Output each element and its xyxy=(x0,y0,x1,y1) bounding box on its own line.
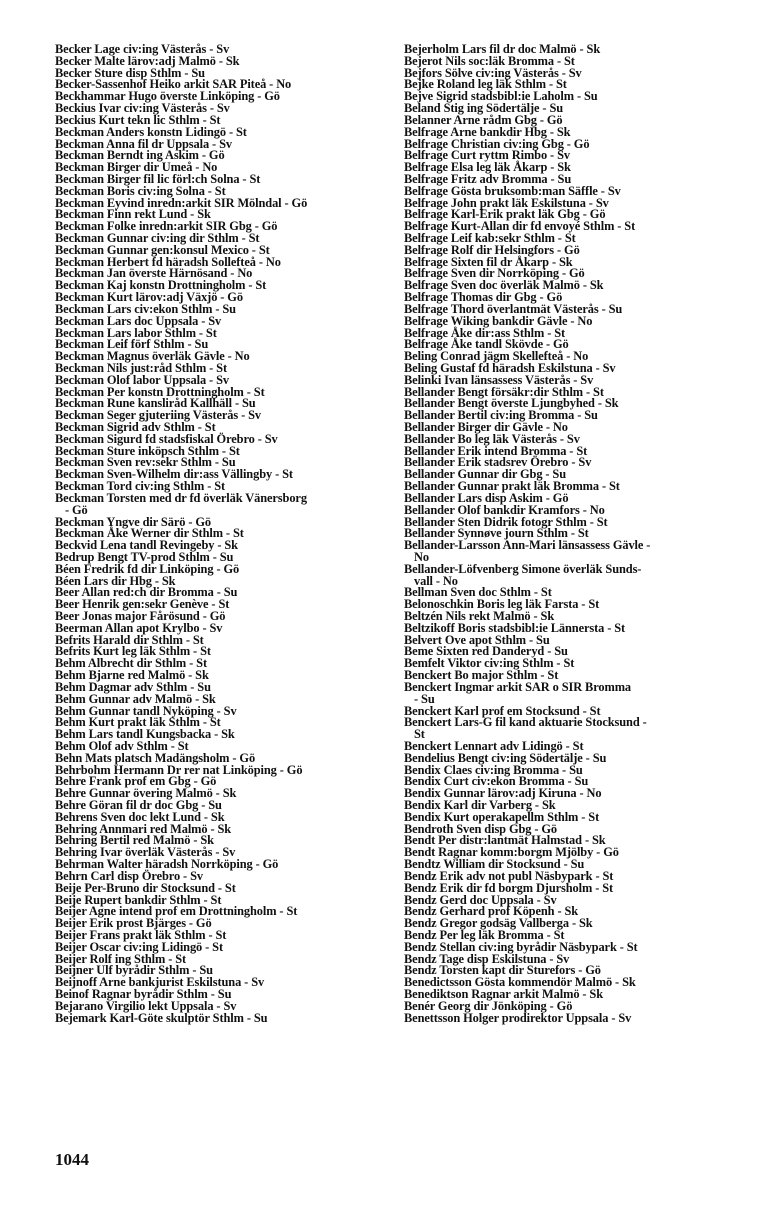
directory-entry: Bendz Gerhard prof Köpenh - Sk xyxy=(404,904,579,919)
directory-entry: Bellander Birger dir Gävle - No xyxy=(404,420,568,434)
directory-entry: Bellander Erik intend Bromma - St xyxy=(404,443,588,458)
directory-entry: Beckman Lars civ:ekon Sthlm - Su xyxy=(55,301,236,316)
directory-entry: Behring Annmari red Malmö - Sk xyxy=(55,821,232,836)
directory-entry: Behrn Carl disp Örebro - Sv xyxy=(55,868,203,883)
directory-entry: Bejfors Sölve civ:ing Västerås - Sv xyxy=(404,65,582,80)
directory-entry: Bemfelt Viktor civ:ing Sthlm - St xyxy=(404,656,575,671)
directory-entry: Beckman Åke Werner dir Sthlm - St xyxy=(55,526,244,541)
directory-entry: Beckman Sven rev:sekr Sthlm - Su xyxy=(55,455,236,470)
directory-entry: Beckman Rune kansliråd Kallhäll - Su xyxy=(55,396,256,411)
directory-entry: Bendz Tage disp Eskilstuna - Sv xyxy=(404,951,570,966)
directory-entry: Beckman Magnus överläk Gävle - No xyxy=(55,349,250,364)
directory-entry: Belfrage John prakt läk Eskilstuna - Sv xyxy=(404,195,609,210)
directory-entry: Behm Bjarne red Malmö - Sk xyxy=(55,668,209,683)
directory-entry: Bendix Claes civ:ing Bromma - Su xyxy=(404,762,583,777)
directory-entry: Beckman Sigrid adv Sthlm - St xyxy=(55,420,216,434)
directory-entry: Belvert Ove apot Sthlm - Su xyxy=(404,632,550,647)
directory-entry: Beijner Ulf byrådir Sthlm - Su xyxy=(55,963,213,978)
directory-entry: Bedrup Bengt TV-prod Sthlm - Su xyxy=(55,549,234,564)
directory-entry: Belfrage Sven dir Norrköping - Gö xyxy=(404,266,585,281)
directory-entry: Bendix Gunnar lärov:adj Kiruna - No xyxy=(404,786,602,801)
directory-entry: Bellander Erik stadsrev Örebro - Sv xyxy=(404,455,592,470)
page-number: 1044 xyxy=(55,1150,89,1169)
directory-entry: Beling Conrad jägm Skellefteå - No xyxy=(404,349,589,364)
directory-entry: Beckius Kurt tekn lic Sthlm - St xyxy=(55,112,221,127)
directory-entry: Beer Allan red:ch dir Bromma - Su xyxy=(55,585,238,600)
directory-entry: Belfrage Thomas dir Gbg - Gö xyxy=(404,290,563,305)
directory-entry: Bellander Synnøve journ Sthlm - St xyxy=(404,526,589,541)
directory-entry: Behrman Walter häradsh Norrköping - Gö xyxy=(55,857,279,872)
directory-entry: Beijer Agne intend prof em Drottningholm - St xyxy=(55,904,298,919)
directory-entry: Benckert Bo major Sthlm - St xyxy=(404,668,559,683)
directory-entry: Belinki Ivan länsassess Västerås - Sv xyxy=(404,372,594,387)
directory-entry: Behm Gunnar tandl Nyköping - Sv xyxy=(55,703,237,718)
right-column xyxy=(404,44,722,1024)
directory-entry: Bendt Per distr:lantmät Halmstad - Sk xyxy=(404,833,606,848)
directory-entry: Beije Rupert bankdir Sthlm - St xyxy=(55,892,222,907)
directory-entry: Bendroth Sven disp Gbg - Gö xyxy=(404,821,558,836)
directory-entry: Beckman Anders konstn Lidingö - St xyxy=(55,124,247,139)
directory-entry: Beckman Birger fil lic förl:ch Solna - St xyxy=(55,171,261,186)
directory-entry: Beckman Per konstn Drottningholm - St xyxy=(55,384,265,399)
directory-entry: Bendz Erik dir fd borgm Djursholm - St xyxy=(404,880,614,895)
directory-entry: Beijer Frans prakt läk Sthlm - St xyxy=(55,927,227,942)
directory-entry: Bendix Kurt operakapellm Sthlm - St xyxy=(404,809,600,824)
directory-entry: Behm Gunnar adv Malmö - Sk xyxy=(55,691,216,706)
directory-entry: Beltzén Nils rekt Malmö - Sk xyxy=(404,609,555,623)
directory-entry: Beckman Olof labor Uppsala - Sv xyxy=(55,372,229,387)
directory-entry: Bellander Bengt överste Ljungbyhed - Sk xyxy=(404,396,619,411)
directory-entry: Beckvid Lena tandl Revingeby - Sk xyxy=(55,538,238,553)
directory-entry: Beckman Eyvind inredn:arkit SIR Mölndal - Gö xyxy=(55,195,308,210)
directory-entry: Belfrage Fritz adv Bromma - Su xyxy=(404,171,572,186)
directory-entry: Belfrage Kurt-Allan dir fd envoyé Sthlm - St xyxy=(404,219,636,234)
directory-entry: Bendt Ragnar komm:borgm Mjölby - Gö xyxy=(404,845,619,860)
directory-entry: Bendz Stellan civ:ing byrådir Näsbypark - St xyxy=(404,939,638,954)
directory-entry: Becker Malte lärov:adj Malmö - Sk xyxy=(55,53,240,68)
directory-entry: Beckman Nils just:råd Sthlm - St xyxy=(55,360,227,375)
directory-entry: Belfrage Thord överlantmät Västerås - Su xyxy=(404,301,623,316)
directory-entry: Bellander Lars disp Askim - Gö xyxy=(404,490,569,505)
left-column xyxy=(55,44,385,1024)
directory-entry: Bendtz William dir Stocksund - Su xyxy=(404,857,585,872)
directory-entry: Behring Bertil red Malmö - Sk xyxy=(55,833,214,848)
directory-entry: Belonoschkin Boris leg läk Farsta - St xyxy=(404,597,600,612)
directory-entry: Behm Olof adv Sthlm - St xyxy=(55,738,189,753)
directory-entry: Belfrage Gösta bruksomb:man Säffle - Sv xyxy=(404,183,621,198)
directory-entry: Belfrage Arne bankdir Hbg - Sk xyxy=(404,124,571,139)
directory-entry: Bellander Sten Didrik fotogr Sthlm - St xyxy=(404,514,608,529)
directory-entry: Belfrage Sven doc överläk Malmö - Sk xyxy=(404,278,604,293)
directory-entry: Beckman Sture inköpsch Sthlm - St xyxy=(55,443,240,458)
directory-entry: Befrits Harald dir Sthlm - St xyxy=(55,632,204,647)
directory-entry: Beckman Boris civ:ing Solna - St xyxy=(55,183,226,198)
directory-entry: Bendix Karl dir Varberg - Sk xyxy=(404,798,556,812)
directory-entry: Belfrage Åke tandl Skövde - Gö xyxy=(404,337,569,352)
directory-entry: Befrits Kurt leg läk Sthlm - St xyxy=(55,644,211,659)
directory-entry: Benér Georg dir Jönköping - Gö xyxy=(404,998,573,1013)
directory-entry: Belfrage Rolf dir Helsingfors - Gö xyxy=(404,242,580,257)
directory-entry: Beijnoff Arne bankjurist Eskilstuna - Sv xyxy=(55,975,265,990)
directory-entry: Bellander Gunnar dir Gbg - Su xyxy=(404,467,567,482)
directory-entry: Bellander Olof bankdir Kramfors - No xyxy=(404,502,605,517)
directory-entry: Beckman Berndt ing Askim - Gö xyxy=(55,148,225,163)
directory-entry: Bellander Gunnar prakt läk Bromma - St xyxy=(404,479,620,494)
directory-entry: Belfrage Christian civ:ing Gbg - Gö xyxy=(404,136,590,151)
directory-entry: Beckman Jan överste Härnösand - No xyxy=(55,266,253,281)
directory-entry: Beland Stig ing Södertälje - Su xyxy=(404,101,564,116)
directory-entry: Beling Gustaf fd häradsh Eskilstuna - Sv xyxy=(404,360,616,375)
directory-entry: Bendz Erik adv not publ Näsbypark - St xyxy=(404,868,614,883)
directory-entry: Behre Gunnar övering Malmö - Sk xyxy=(55,786,237,801)
directory-entry: Beckman Anna fil dr Uppsala - Sv xyxy=(55,136,232,151)
directory-entry: Bendelius Bengt civ:ing Södertälje - Su xyxy=(404,750,607,765)
directory-entry: Benettsson Holger prodirektor Uppsala - Sv xyxy=(404,1010,632,1025)
directory-entry: Beckhammar Hugo överste Linköping - Gö xyxy=(55,89,280,104)
directory-entry: Behrens Sven doc lekt Lund - Sk xyxy=(55,809,225,824)
directory-entry: Beckman Sven-Wilhelm dir:ass Vällingby - St xyxy=(55,467,293,482)
directory-entry: Beckman Lars labor Sthlm - St xyxy=(55,325,217,340)
directory-entry: Bendz Gregor godsäg Vallberga - Sk xyxy=(404,916,593,931)
directory-entry: Benckert Karl prof em Stocksund - St xyxy=(404,703,601,718)
directory-entry: Beme Sixten red Danderyd - Su xyxy=(404,644,568,659)
directory-entry: Bendz Per leg läk Bromma - St xyxy=(404,927,565,942)
directory-entry: Bellander-Larsson Ann-Mari länsassess Gävle - No xyxy=(404,538,651,564)
directory-entry: Beckman Yngve dir Särö - Gö xyxy=(55,514,211,529)
directory-entry: Beer Jonas major Fårösund - Gö xyxy=(55,609,226,623)
directory-entry: Becker Lage civ:ing Västerås - Sv xyxy=(55,42,230,56)
directory-entry: Beije Per-Bruno dir Stocksund - St xyxy=(55,880,236,895)
directory-entry: Belfrage Wiking bankdir Gävle - No xyxy=(404,313,593,328)
directory-entry: Beckman Folke inredn:arkit SIR Gbg - Gö xyxy=(55,219,278,234)
directory-entry: Behm Lars tandl Kungsbacka - Sk xyxy=(55,727,235,742)
directory-entry: Bejerholm Lars fil dr doc Malmö - Sk xyxy=(404,42,601,56)
directory-entry: Beijer Erik prost Bjärges - Gö xyxy=(55,916,212,931)
directory-entry: Beckman Tord civ:ing Sthlm - St xyxy=(55,479,226,494)
directory-entry: Bejemark Karl-Göte skulptör Sthlm - Su xyxy=(55,1010,268,1025)
directory-entry: Beckman Herbert fd häradsh Sollefteå - No xyxy=(55,254,281,269)
directory-entry: Behrbohm Hermann Dr rer nat Linköping - Gö xyxy=(55,762,303,777)
directory-entry: Bendz Gerd doc Uppsala - Sv xyxy=(404,892,557,907)
directory-entry: Beckman Lars doc Uppsala - Sv xyxy=(55,313,222,328)
directory-entry: Bejke Roland leg läk Sthlm - St xyxy=(404,77,567,92)
directory-entry: Beckman Finn rekt Lund - Sk xyxy=(55,207,211,222)
directory-entry: Béen Lars dir Hbg - Sk xyxy=(55,573,176,588)
directory-entry: Bellander Bertil civ:ing Bromma - Su xyxy=(404,408,598,423)
directory-entry: Beckman Torsten med dr fd överläk Vänersborg - Gö xyxy=(55,490,307,517)
directory-entry: Beinof Ragnar byrådir Sthlm - Su xyxy=(55,987,232,1001)
directory-entry: Bellander Bengt försäkr:dir Sthlm - St xyxy=(404,384,604,399)
directory-entry: Becker-Sassenhof Heiko arkit SAR Piteå - No xyxy=(55,77,292,92)
directory-entry: Belfrage Åke dir:ass Sthlm - St xyxy=(404,325,566,340)
directory-entry: Bendix Curt civ:ekon Bromma - Su xyxy=(404,774,589,789)
directory-entry: Benckert Ingmar arkit SAR o SIR Bromma - Su xyxy=(404,679,632,706)
directory-entry: Behring Ivar överläk Västerås - Sv xyxy=(55,845,236,860)
directory-entry: Beckman Gunnar civ:ing dir Sthlm - St xyxy=(55,231,260,245)
directory-entry: Behre Göran fil dr doc Gbg - Su xyxy=(55,798,222,812)
directory-entry: Bejarano Virgilio lekt Uppsala - Sv xyxy=(55,998,237,1013)
directory-entry: Beer Henrik gen:sekr Genève - St xyxy=(55,597,230,612)
directory-entry: Béen Fredrik fd dir Linköping - Gö xyxy=(55,561,240,576)
directory-entry: Beerman Allan apot Krylbo - Sv xyxy=(55,620,223,635)
directory-entry: Beckman Gunnar gen:konsul Mexico - St xyxy=(55,242,270,257)
directory-entry: Behm Kurt prakt läk Sthlm - St xyxy=(55,715,221,730)
directory-entry: Bejerot Nils soc:läk Bromma - St xyxy=(404,53,575,68)
directory-entry: Bellander-Löfvenberg Simone överläk Sunds- vall - No xyxy=(404,561,642,588)
directory-entry: Beltzikoff Boris stadsbibl:ie Lännersta - St xyxy=(404,620,626,635)
directory-entry: Belfrage Curt ryttm Rimbo - Sv xyxy=(404,148,570,163)
directory-entry: Benedictsson Gösta kommendör Malmö - Sk xyxy=(404,975,636,990)
directory-entry: Belfrage Karl-Erik prakt läk Gbg - Gö xyxy=(404,207,606,222)
directory-entry: Benckert Lars-G fil kand aktuarie Stocksund - St xyxy=(404,715,647,742)
directory-entry: Becker Sture disp Sthlm - Su xyxy=(55,65,205,80)
directory-entry: Behre Frank prof em Gbg - Gö xyxy=(55,774,217,789)
directory-entry: Bellander Bo leg läk Västerås - Sv xyxy=(404,431,580,446)
directory-entry: Belanner Arne rådm Gbg - Gö xyxy=(404,112,563,127)
directory-entry: Beijer Oscar civ:ing Lidingö - St xyxy=(55,939,223,954)
directory-entry: Beckman Sigurd fd stadsfiskal Örebro - Sv xyxy=(55,431,278,446)
directory-entry: Benediktson Ragnar arkit Malmö - Sk xyxy=(404,987,604,1001)
directory-entry: Behm Albrecht dir Sthlm - St xyxy=(55,656,207,671)
directory-entry: Beijer Rolf ing Sthlm - St xyxy=(55,951,187,966)
directory-entry: Bellman Sven doc Sthlm - St xyxy=(404,585,552,600)
directory-entry: Belfrage Sixten fil dr Åkarp - Sk xyxy=(404,254,573,269)
directory-entry: Belfrage Elsa leg läk Åkarp - Sk xyxy=(404,160,571,175)
directory-entry: Beckman Kurt lärov:adj Växjö - Gö xyxy=(55,290,243,305)
directory-entry: Beckman Leif förf Sthlm - Su xyxy=(55,337,209,352)
directory-entry: Beckman Kaj konstn Drottningholm - St xyxy=(55,278,267,293)
directory-entry: Behn Mats platsch Madängsholm - Gö xyxy=(55,750,256,765)
directory-entry: Beckman Birger dir Umeå - No xyxy=(55,160,218,175)
directory-entry: Belfrage Leif kab:sekr Sthlm - St xyxy=(404,231,576,245)
directory-entry: Behm Dagmar adv Sthlm - Su xyxy=(55,679,211,694)
directory-entry: Bendz Torsten kapt dir Sturefors - Gö xyxy=(404,963,601,978)
directory-entry: Beckman Seger gjuteriing Västerås - Sv xyxy=(55,408,262,423)
directory-entry: Benckert Lennart adv Lidingö - St xyxy=(404,738,584,753)
directory-entry: Beckius Ivar civ:ing Västerås - Sv xyxy=(55,101,230,116)
directory-entry: Bejve Sigrid stadsbibl:ie Laholm - Su xyxy=(404,89,598,104)
